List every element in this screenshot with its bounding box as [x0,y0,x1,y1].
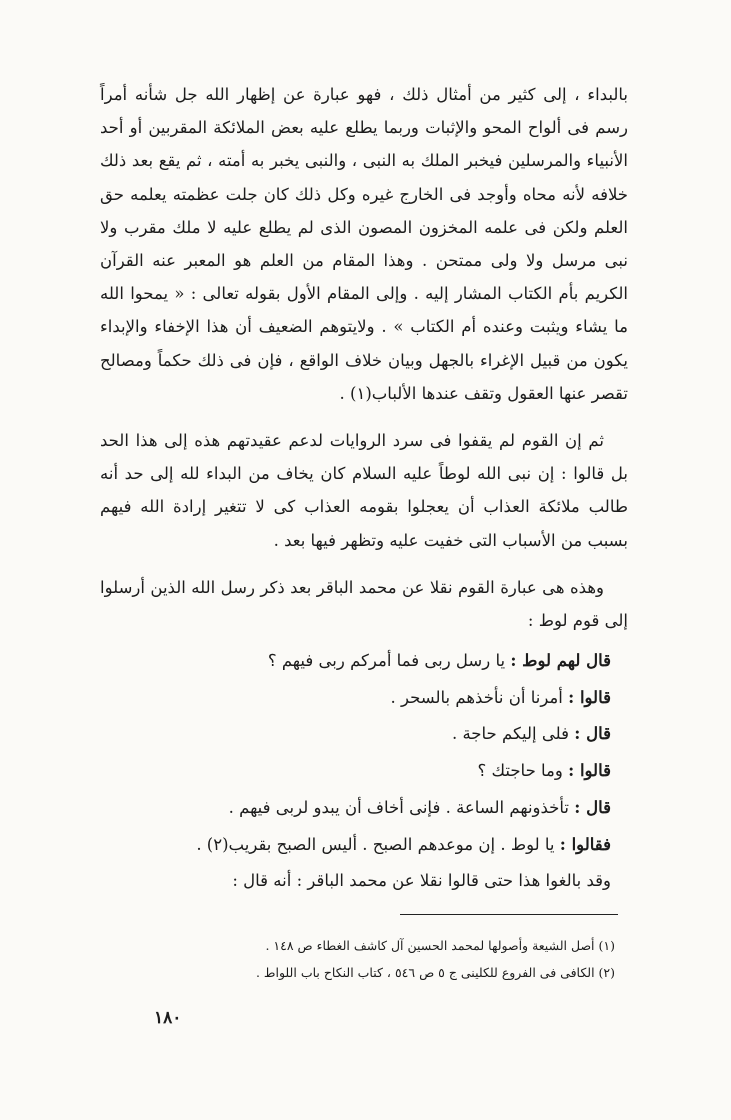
dialogue-text: فلى إليكم حاجة . [451,724,569,744]
dialogue-text: أمرنا أن نأخذهم بالسحر . [390,687,563,707]
dialogue-line [100,790,611,827]
paragraph-3: وهذه هى عبارة القوم نقلا عن محمد الباقر بعد ذكر رسل الله الذين أرسلوا إلى قوم لوط : [100,577,628,631]
paragraph-2: ثم إن القوم لم يقفوا فى سرد الروايات لدعم عقيدتهم هذه إلى هذا الحد بل قالوا : إن نبى الله لوطاً عليه السلام كان يخاف من البداء لله إلى حد أنه طالب ملائكة العذاب أن يعجلوا بقومه العذاب كى لا تتغير إرادة الله فيهم بسبب من الأسباب التى خفيت عليه وتظهر فيها بعد . [100,431,628,550]
dialogue-line [100,716,611,753]
dialogue-line [100,863,611,900]
dialogue-block [100,643,611,900]
dialogue-speaker: قالوا : [568,687,611,707]
footnote-1: (١) أصل الشيعة وأصولها لمحمد الحسين آل كاشف الغطاء ص ١٤٨ . [265,938,615,953]
dialogue-text: وقد بالغوا هذا حتى قالوا نقلا عن محمد الباقر : أنه قال : [232,871,611,891]
dialogue-text: وما حاجتك ؟ [477,761,563,781]
dialogue-speaker: قال : [574,724,611,744]
dialogue-speaker: قال : [574,797,611,817]
dialogue-speaker: فقالوا : [559,834,611,854]
dialogue-text: يا لوط . إن موعدهم الصبح . أليس الصبح بقريب(٢) . [196,834,555,854]
dialogue-speaker: قالوا : [568,761,611,781]
paragraph-1: بالبداء ، إلى كثير من أمثال ذلك ، فهو عبارة عن إظهار الله جل شأنه أمراً رسم فى ألواح المحو والإثبات وربما يطلع عليه بعض الملائكة المقربين أو أحد الأنبياء والمرسلين فيخبر الملك به النبى ، والنبى يخبر به أمته ، ثم يقع بعد ذلك خلافه لأنه محاه وأوجد فى الخارج غيره وكل ذلك كان جلت عظمته يعلمه حق العلم ولكن فى علمه المخزون المصون الذى لم يطلع عليه لا ملك مقرب ولا نبى مرسل ولا ولى ممتحن . وهذا المقام من العلم هو المعبر عنه القرآن الكريم بأم الكتاب المشار إليه . وإلى المقام الأول بقوله تعالى : « يمحوا الله ما يشاء ويثبت وعنده أم الكتاب » . ولايتوهم الضعيف أن هذا الإخفاء والإبداء يكون من قبيل الإغراء بالجهل وبيان خلاف الواقع ، فإن فى ذلك حكماً ومصالح تقصر عنها العقول وتقف عندها الألباب(١) . [100,85,628,403]
footnote-divider [400,914,618,915]
main-text [100,78,628,637]
dialogue-line [100,753,611,790]
dialogue-line [100,680,611,717]
dialogue-text: تأخذونهم الساعة . فإنى أخاف أن يبدو لربى فيهم . [228,797,569,817]
page-number: ١٨٠ [154,1008,182,1028]
footnote-2: (٢) الكافى فى الفروع للكلينى ج ٥ ص ٥٤٦ ، كتاب النكاح باب اللواط . [255,965,615,980]
dialogue-text: يا رسل ربى فما أمركم ربى فيهم ؟ [267,651,506,670]
dialogue-speaker: قال لهم لوط : [510,651,611,670]
dialogue-line [100,643,611,680]
footnotes [100,932,615,986]
dialogue-line [100,827,611,864]
